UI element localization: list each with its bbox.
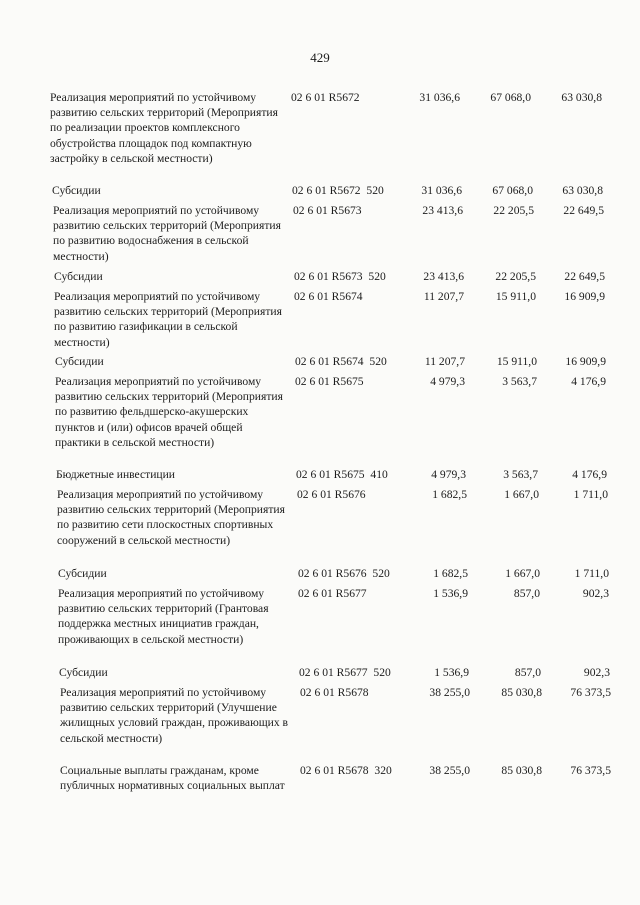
- row-description: Субсидии: [55, 355, 104, 368]
- row-description: Реализация мероприятий по устойчивому развитию сельских территорий (Грантовая поддержка местных инициатив граждан, проживающих в сельской местности): [58, 587, 269, 646]
- row-amount-v3: 902,3: [583, 666, 610, 679]
- row-description: Субсидии: [54, 270, 103, 283]
- row-amount-v1: 1 536,9: [433, 587, 468, 600]
- row-description: Бюджетные инвестиции: [56, 468, 176, 481]
- row-amount-v1: 11 207,7: [424, 355, 465, 368]
- row-code: 02 6 01 R5675: [295, 375, 364, 388]
- row-amount-v1: 23 413,6: [422, 204, 463, 217]
- row-code: 02 6 01 R5673: [293, 204, 362, 217]
- row-amount-v1: 11 207,7: [423, 290, 464, 303]
- row-amount-v1: 1 536,9: [434, 666, 469, 679]
- row-amount-v2: 3 563,7: [502, 375, 537, 388]
- row-amount-v1: 38 255,0: [429, 686, 470, 699]
- row-description: Реализация мероприятий по устойчивому развитию сельских территорий (Мероприятия по реализации проектов комплексного обустройства площадок под компактную застройку в сельской местности): [50, 91, 278, 165]
- row-amount-v3: 22 649,5: [564, 270, 605, 283]
- row-amount-v3: 76 373,5: [570, 764, 611, 777]
- row-amount-v3: 76 373,5: [570, 686, 611, 699]
- row-code: 02 6 01 R5674: [294, 290, 363, 303]
- row-amount-v1: 4 979,3: [430, 375, 465, 388]
- row-amount-v3: 63 030,8: [562, 184, 603, 197]
- row-amount-v3: 1 711,0: [573, 488, 608, 501]
- page-number: 429: [310, 50, 330, 65]
- row-amount-v3: 4 176,9: [571, 375, 606, 388]
- row-amount-v3: 16 909,9: [564, 290, 605, 303]
- row-amount-v2: 67 068,0: [492, 184, 533, 197]
- row-amount-v2: 15 911,0: [495, 290, 536, 303]
- row-amount-v3: 4 176,9: [572, 468, 607, 481]
- row-description: Субсидии: [52, 184, 101, 197]
- row-amount-v1: 4 979,3: [431, 468, 466, 481]
- row-code: 02 6 01 R5673 520: [294, 270, 386, 283]
- row-code: 02 6 01 R5677 520: [299, 666, 391, 679]
- row-amount-v2: 22 205,5: [495, 270, 536, 283]
- row-amount-v1: 1 682,5: [432, 488, 467, 501]
- row-code: 02 6 01 R5678 320: [300, 764, 392, 777]
- row-code: 02 6 01 R5672 520: [292, 184, 384, 197]
- row-amount-v2: 22 205,5: [493, 204, 534, 217]
- row-amount-v1: 23 413,6: [423, 270, 464, 283]
- row-description: Субсидии: [58, 567, 107, 580]
- row-amount-v3: 16 909,9: [565, 355, 606, 368]
- row-description: Реализация мероприятий по устойчивому развитию сельских территорий (Мероприятия по развитию газификации в сельской местности): [54, 290, 282, 349]
- row-amount-v1: 1 682,5: [433, 567, 468, 580]
- row-code: 02 6 01 R5678: [300, 686, 369, 699]
- row-code: 02 6 01 R5675 410: [296, 468, 388, 481]
- row-amount-v2: 85 030,8: [501, 686, 542, 699]
- row-amount-v1: 38 255,0: [429, 764, 470, 777]
- row-amount-v3: 1 711,0: [574, 567, 609, 580]
- row-amount-v2: 857,0: [513, 587, 540, 600]
- row-amount-v2: 1 667,0: [504, 488, 539, 501]
- row-amount-v3: 902,3: [582, 587, 609, 600]
- row-description: Реализация мероприятий по устойчивому развитию сельских территорий (Улучшение жилищных условий граждан, проживающих в сельской местности): [60, 686, 289, 745]
- row-description: Реализация мероприятий по устойчивому развитию сельских территорий (Мероприятия по развитию сети плоскостных спортивных сооружений в сельской местности): [57, 488, 285, 547]
- row-amount-v1: 31 036,6: [421, 184, 462, 197]
- row-amount-v2: 1 667,0: [505, 567, 540, 580]
- row-amount-v2: 15 911,0: [496, 355, 537, 368]
- row-code: 02 6 01 R5677: [298, 587, 367, 600]
- row-description: Субсидии: [59, 666, 108, 679]
- row-amount-v2: 85 030,8: [501, 764, 542, 777]
- row-description: Социальные выплаты гражданам, кроме публичных нормативных социальных выплат: [60, 764, 285, 793]
- row-amount-v2: 3 563,7: [503, 468, 538, 481]
- row-amount-v3: 22 649,5: [563, 204, 604, 217]
- row-code: 02 6 01 R5672: [291, 91, 360, 104]
- row-amount-v1: 31 036,6: [419, 91, 460, 104]
- row-description: Реализация мероприятий по устойчивому развитию сельских территорий (Мероприятия по развитию фельдшерско-акушерских пунктов и (или) офисов врачей общей практики в сельской местности): [55, 375, 283, 449]
- row-description: Реализация мероприятий по устойчивому развитию сельских территорий (Мероприятия по развитию водоснабжения в сельской местности): [53, 204, 281, 263]
- row-amount-v2: 67 068,0: [490, 91, 531, 104]
- row-amount-v3: 63 030,8: [561, 91, 602, 104]
- row-code: 02 6 01 R5674 520: [295, 355, 387, 368]
- row-code: 02 6 01 R5676 520: [298, 567, 390, 580]
- row-code: 02 6 01 R5676: [297, 488, 366, 501]
- row-amount-v2: 857,0: [514, 666, 541, 679]
